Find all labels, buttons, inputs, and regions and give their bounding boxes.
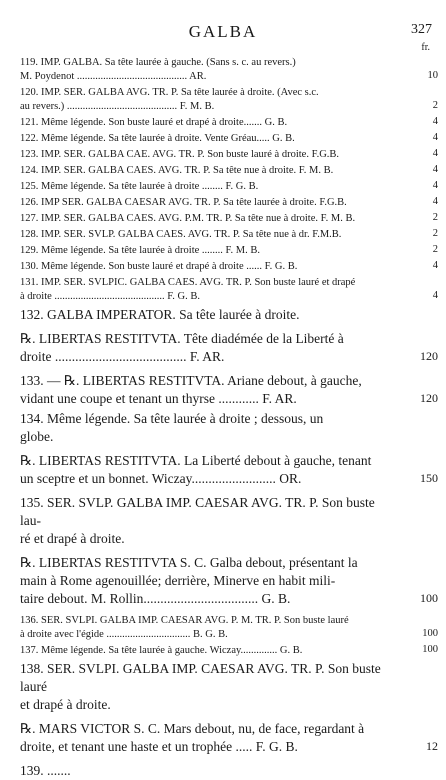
entry-list — [20, 56, 438, 780]
entry-price: 4 — [432, 132, 438, 143]
entry-line: 134. Même légende. Sa tête laurée à droite ; dessous, un — [20, 411, 324, 426]
entry-line: 124. IMP. SER. GALBA CAES. AVG. TR. P. Sa tête nue à droite. F. M. B. — [20, 165, 334, 176]
entry-line: 122. Même légende. Sa tête laurée à droite. Vente Gréau..... G. B. — [20, 133, 295, 144]
entry-price: 2 — [432, 244, 438, 255]
entry-line: un sceptre et un bonnet. Wiczay......................... OR. — [20, 471, 302, 486]
entry-price: 4 — [432, 180, 438, 191]
entry-line: au revers.) .......................................... F. M. B. — [20, 101, 215, 112]
entry-138 — [20, 660, 392, 714]
entry-line: 120. IMP. SER. GALBA AVG. TR. P. Sa tête laurée à droite. (Avec s.c. — [20, 87, 319, 98]
entry-line: M. Poydenot .......................................... AR. — [20, 71, 207, 82]
entry-120 — [20, 86, 438, 114]
entry-line: 138. SER. SVLPI. GALBA IMP. CAESAR AVG. TR. P. Son buste lauré — [20, 661, 381, 694]
entry-line: 126. IMP SER. GALBA CAESAR AVG. TR. P. Sa tête laurée à droite. F.G.B. — [20, 197, 347, 208]
entry-price: 4 — [432, 148, 438, 159]
entry-price: 100 — [422, 628, 438, 639]
entry-price: 120 — [420, 349, 438, 363]
entry-line: vidant une coupe et tenant un thyrse ............ F. AR. — [20, 391, 297, 406]
entry-136 — [20, 614, 438, 642]
entry-124 — [20, 164, 438, 178]
entry-119 — [20, 56, 438, 84]
entry-line: ℞. LIBERTAS RESTITVTA. Tête diadémée de la Liberté à — [20, 331, 344, 346]
entry-price: 2 — [432, 228, 438, 239]
entry-line: ℞. MARS VICTOR S. C. Mars debout, nu, de face, regardant à — [20, 721, 365, 736]
entry-line: à droite .......................................... F. G. B. — [20, 291, 200, 302]
entry-line: ℞. LIBERTAS RESTITVTA. La Liberté debout à gauche, tenant — [20, 453, 372, 468]
entry-price: 4 — [432, 116, 438, 127]
entry-130 — [20, 260, 438, 274]
entry-line: 119. IMP. GALBA. Sa tête laurée à gauche. (Sans s. c. au revers.) — [20, 57, 296, 68]
entry-line: 137. Même légende. Sa tête laurée à gauche. Wiczay.............. G. B. — [20, 645, 303, 656]
entry-135-reverse — [20, 554, 438, 608]
entry-line: 125. Même légende. Sa tête laurée à droite ........ F. G. B. — [20, 181, 259, 192]
entry-line: 130. Même légende. Son buste lauré et drapé à droite ...... F. G. B. — [20, 261, 298, 272]
page-number: 327 — [411, 22, 432, 37]
entry-line: à droite avec l'égide ................................ B. G. B. — [20, 629, 228, 640]
entry-price: 4 — [432, 260, 438, 271]
entry-price: 12 — [426, 739, 438, 753]
entry-122 — [20, 132, 438, 146]
entry-price: 100 — [420, 591, 438, 605]
entry-line: et drapé à droite. — [20, 697, 111, 712]
entry-123 — [20, 148, 438, 162]
page-title: GALBA — [188, 22, 258, 41]
entry-133 — [20, 372, 438, 408]
entry-126 — [20, 196, 438, 210]
entry-price: 100 — [422, 644, 438, 655]
entry-137 — [20, 644, 438, 658]
entry-price: 4 — [432, 196, 438, 207]
entry-134 — [20, 410, 392, 446]
entry-line: globe. — [20, 429, 54, 444]
entry-line: 131. IMP. SER. SVLPIC. GALBA CAES. AVG. TR. P. Son buste lauré et drapé — [20, 277, 356, 288]
entry-line: 133. — ℞. LIBERTAS RESTITVTA. Ariane debout, à gauche, — [20, 373, 362, 388]
entry-line: droite, et tenant une haste et un trophée ..... F. G. B. — [20, 739, 298, 754]
entry-price: 2 — [432, 212, 438, 223]
entry-138-reverse — [20, 720, 438, 756]
entry-line: taire debout. M. Rollin.................................. G. B. — [20, 591, 291, 606]
entry-132 — [20, 306, 392, 324]
entry-line: 136. SER. SVLPI. GALBA IMP. CAESAR AVG. P. M. TR. P. Son buste lauré — [20, 615, 349, 626]
entry-135 — [20, 494, 392, 548]
entry-price: 4 — [432, 164, 438, 175]
entry-line: 121. Même légende. Son buste lauré et drapé à droite....... G. B. — [20, 117, 288, 128]
entry-line: 127. IMP. SER. GALBA CAES. AVG. P.M. TR. P. Sa tête nue à droite. F. M. B. — [20, 213, 356, 224]
entry-132-reverse — [20, 330, 438, 366]
entry-line: 123. IMP. SER. GALBA CAE. AVG. TR. P. Son buste lauré à droite. F.G.B. — [20, 149, 340, 160]
entry-128 — [20, 228, 438, 242]
entry-line: 139. ....... — [20, 763, 71, 778]
entry-line: ré et drapé à droite. — [20, 531, 125, 546]
entry-127 — [20, 212, 438, 226]
entry-129 — [20, 244, 438, 258]
entry-134-reverse — [20, 452, 438, 488]
entry-price: 150 — [420, 471, 438, 485]
entry-line: 128. IMP. SER. SVLP. GALBA CAES. AVG. TR. P. Sa tête nue à dr. F.M.B. — [20, 229, 342, 240]
entry-line: droite ....................................... F. AR. — [20, 349, 225, 364]
entry-price: 120 — [420, 391, 438, 405]
entry-line: main à Rome agenouillée; derrière, Minerve en habit mili- — [20, 573, 336, 588]
entry-price: 4 — [432, 290, 438, 301]
entry-125 — [20, 180, 438, 194]
entry-line: 129. Même légende. Sa tête laurée à droite ........ F. M. B. — [20, 245, 261, 256]
entry-121 — [20, 116, 438, 130]
entry-price: 10 — [427, 70, 438, 81]
entry-price: 2 — [432, 100, 438, 111]
entry-line: ℞. LIBERTAS RESTITVTA S. C. Galba debout, présentant la — [20, 555, 358, 570]
entry-line: 132. GALBA IMPERATOR. Sa tête laurée à droite. — [20, 307, 300, 322]
entry-139 — [20, 762, 392, 780]
price-unit: fr. — [421, 42, 430, 53]
entry-131 — [20, 276, 438, 304]
entry-line: 135. SER. SVLP. GALBA IMP. CAESAR AVG. TR. P. Son buste lau- — [20, 495, 375, 528]
